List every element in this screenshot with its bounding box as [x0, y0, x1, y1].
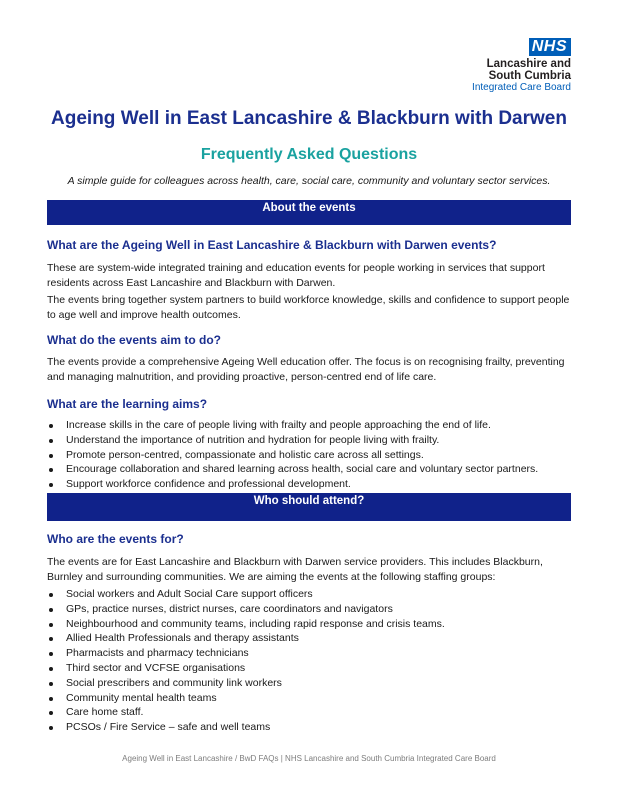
answer-2-paragraph: The events provide a comprehensive Ageing Well education offer. The focus is on recognising frailty, preventing and managing malnutrition, and providing proactive, person-centred end of life care. [47, 356, 565, 383]
question-heading-1: What are the Ageing Well in East Lancashire & Blackburn with Darwen events? [47, 238, 497, 252]
logo-org-line-2: South Cumbria [488, 70, 571, 82]
list-item: Promote person-centred, compassionate and holistic care across all settings. [47, 448, 575, 463]
answer-4-paragraph: The events are for East Lancashire and Blackburn with Darwen service providers. This includes Blackburn, Burnley and surrounding communities. We are aiming the events at the following staffing groups: [47, 556, 543, 583]
list-item: Support workforce confidence and professional development. [47, 477, 575, 492]
logo-org-line-1: Lancashire and [486, 58, 571, 70]
list-item: Understand the importance of nutrition and hydration for people living with frailty. [47, 433, 575, 448]
logo-org-line-3: Integrated Care Board [472, 82, 571, 93]
list-item: Third sector and VCFSE organisations [47, 661, 575, 676]
section-band-who-should-attend: Who should attend? [47, 493, 571, 521]
list-item: PCSOs / Fire Service – safe and well teams [47, 720, 575, 735]
staffing-groups-list [47, 587, 575, 735]
page-subtitle: Frequently Asked Questions [200, 146, 418, 163]
nhs-logo [451, 38, 571, 93]
list-item: Care home staff. [47, 705, 575, 720]
list-item: Neighbourhood and community teams, including rapid response and crisis teams. [47, 617, 575, 632]
learning-aims-list [47, 418, 575, 492]
question-heading-4: Who are the events for? [47, 532, 184, 546]
list-item: Encourage collaboration and shared learning across health, social care and voluntary sector partners. [47, 462, 575, 477]
page-footer: Ageing Well in East Lancashire / BwD FAQs | NHS Lancashire and South Cumbria Integrated Care Board [122, 754, 496, 763]
list-item: Social workers and Adult Social Care support officers [47, 587, 575, 602]
answer-1-paragraph-1: These are system-wide integrated training and education events for people working in services that support residents across East Lancashire and Blackburn with Darwen. [47, 262, 545, 289]
page-title: Ageing Well in East Lancashire & Blackburn with Darwen [51, 108, 567, 129]
list-item: Community mental health teams [47, 691, 575, 706]
intro-text: A simple guide for colleagues across health, care, social care, community and voluntary sector services. [67, 175, 551, 187]
list-item: Allied Health Professionals and therapy assistants [47, 631, 575, 646]
list-item: GPs, practice nurses, district nurses, care coordinators and navigators [47, 602, 575, 617]
question-heading-3: What are the learning aims? [47, 397, 208, 411]
list-item: Pharmacists and pharmacy technicians [47, 646, 575, 661]
list-item: Social prescribers and community link workers [47, 676, 575, 691]
answer-1-paragraph-2: The events bring together system partners to build workforce knowledge, skills and confidence to support people to age well and improve health outcomes. [47, 294, 570, 321]
section-band-about: About the events [47, 200, 571, 225]
nhs-logo-mark: NHS [529, 38, 571, 56]
list-item: Increase skills in the care of people living with frailty and people approaching the end of life. [47, 418, 575, 433]
question-heading-2: What do the events aim to do? [47, 333, 222, 347]
